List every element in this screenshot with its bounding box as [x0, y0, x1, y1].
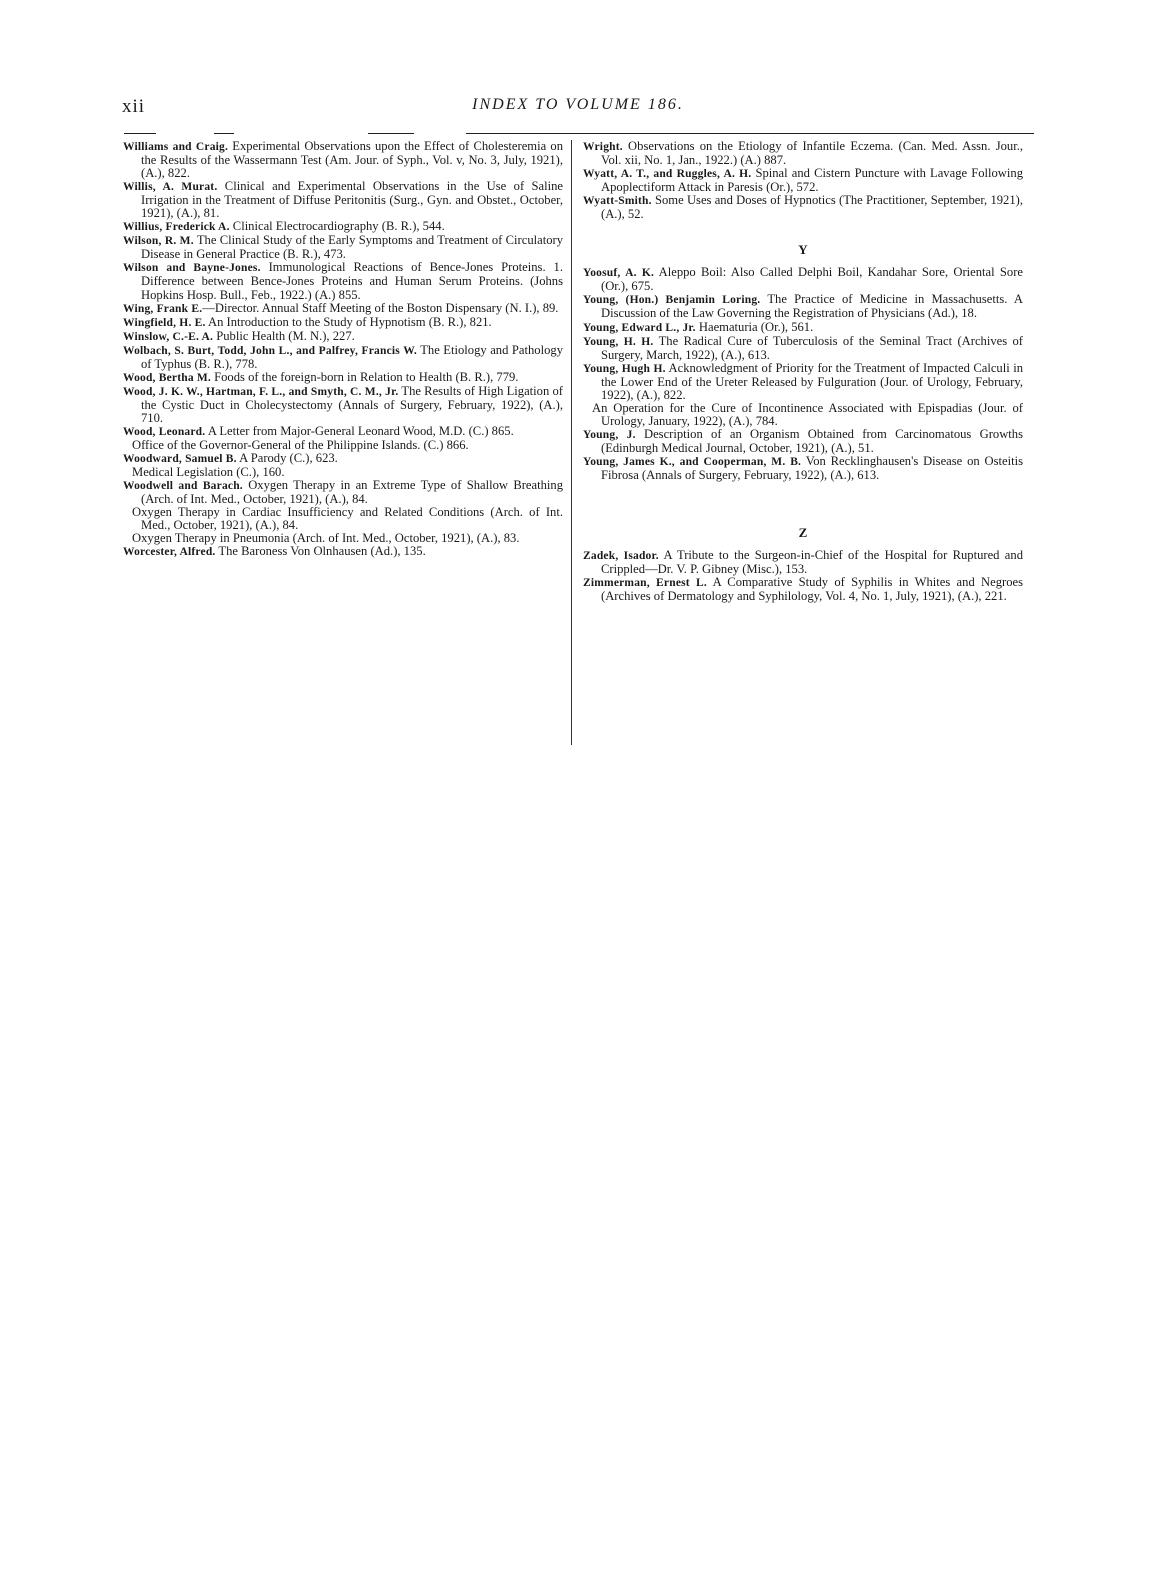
index-entry: [123, 316, 563, 330]
z-entries: [583, 549, 1023, 603]
entry-text: An Introduction to the Study of Hypnotism (B. R.), 821.: [205, 314, 492, 329]
entry-author: Woodwell and Barach.: [123, 480, 243, 493]
entry-text: Some Uses and Doses of Hypnotics (The Practitioner, September, 1921), (A.), 52.: [601, 193, 1023, 222]
w-entries: [583, 140, 1023, 221]
index-entry: [123, 234, 563, 261]
entry-text: Public Health (M. N.), 227.: [213, 328, 355, 343]
entry-text: Oxygen Therapy in an Extreme Type of Shallow Breathing (Arch. of Int. Med., October, 1921), (A.), 84.: [141, 478, 563, 507]
entry-author: Wilson and Bayne-Jones.: [123, 262, 261, 275]
entry-author: Worcester, Alfred.: [123, 546, 216, 559]
section-letter-y: Y: [798, 242, 808, 258]
entry-author: Wingfield, H. E.: [123, 316, 206, 329]
entry-text: Aleppo Boil: Also Called Delphi Boil, Kandahar Sore, Oriental Sore (Or.), 675.: [601, 265, 1023, 294]
entry-author: Wilson, R. M.: [123, 235, 194, 248]
page-header: [122, 96, 1034, 120]
entry-author: Willius, Frederick A.: [123, 221, 230, 234]
section-letter-z: Z: [798, 525, 808, 541]
entry-author: Wing, Frank E.: [123, 302, 203, 315]
index-entry: [583, 362, 1023, 402]
entry-text: Medical Legislation (C.), 160.: [132, 465, 285, 480]
entry-author: Wood, J. K. W., Hartman, F. L., and Smyth, C. M., Jr.: [123, 385, 399, 398]
entry-author: Winslow, C.-E. A.: [123, 330, 214, 343]
entry-author: Young, James K., and Cooperman, M. B.: [583, 455, 802, 468]
entry-author: Zimmerman, Ernest L.: [583, 577, 708, 590]
index-entry: [123, 371, 563, 385]
column-divider: [571, 140, 572, 745]
right-column: [583, 140, 1023, 603]
entry-author: Yoosuf, A. K.: [583, 267, 655, 280]
index-entry: [583, 293, 1023, 320]
entry-author: Wood, Bertha M.: [123, 371, 211, 384]
index-entry: [123, 506, 563, 532]
y-entries: [583, 266, 1023, 482]
index-entry: [583, 576, 1023, 603]
running-title: INDEX TO VOLUME 186.: [472, 96, 684, 113]
entry-author: Willis, A. Murat.: [123, 181, 218, 194]
entry-text: Description of an Organism Obtained from Carcinomatous Growths (Edinburgh Medical Journal, October, 1921), (A.), 51.: [601, 426, 1024, 455]
index-entry: [583, 167, 1023, 194]
entry-author: Wolbach, S. Burt, Todd, John L., and Palfrey, Francis W.: [123, 344, 417, 357]
index-entry: [123, 180, 563, 220]
index-entry: [583, 428, 1023, 455]
entry-text: The Results of High Ligation of the Cystic Duct in Cholecystectomy (Annals of Surgery, February, 1922), (A.), 710.: [141, 383, 563, 425]
entry-text: Observations on the Etiology of Infantile Eczema. (Can. Med. Assn. Jour., Vol. xii, No. 1, Jan., 1922.) (A.) 887.: [601, 139, 1023, 168]
entry-text: A Comparative Study of Syphilis in Whites and Negroes (Archives of Dermatology and Syphilology, Vol. 4, No. 1, July, 1921), (A.), 221.: [601, 575, 1023, 604]
entry-text: An Operation for the Cure of Incontinence Associated with Epispadias (Jour. of Urology, January, 1922), (A.), 784.: [592, 400, 1023, 428]
entry-author: Young, Hugh H.: [583, 362, 666, 375]
entry-text: The Radical Cure of Tuberculosis of the Seminal Tract (Archives of Surgery, March, 1922), (A.), 613.: [601, 333, 1023, 362]
entry-author: Wood, Leonard.: [123, 425, 206, 438]
page-number: xii: [122, 96, 146, 117]
entry-text: —Director. Annual Staff Meeting of the Boston Dispensary (N. I.), 89.: [202, 300, 559, 315]
entry-text: Acknowledgment of Priority for the Treatment of Impacted Calculi in the Lower End of the Ureter Released by Fulguration (Jour. of Urology, February, 1922), (A.), 822.: [601, 360, 1023, 402]
index-entry: [123, 261, 563, 301]
entry-text: Immunological Reactions of Bence-Jones Proteins. 1. Difference between Bence-Jones Proteins and Human Serum Proteins. (Johns Hopkins Hosp. Bull., Feb., 1922.) (A.) 855.: [141, 260, 563, 302]
entry-text: A Letter from Major-General Leonard Wood, M.D. (C.) 865.: [205, 423, 514, 438]
entry-author: Wyatt-Smith.: [583, 195, 652, 208]
entry-text: Clinical and Experimental Observations in the Use of Saline Irrigation in the Treatment of Diffuse Peritonitis (Surg., Gyn. and Obstet., October, 1921), (A.), 81.: [141, 179, 564, 221]
entry-text: A Parody (C.), 623.: [236, 451, 338, 466]
entry-author: Woodward, Samuel B.: [123, 453, 237, 466]
index-entry: [583, 321, 1023, 335]
entry-text: The Clinical Study of the Early Symptoms and Treatment of Circulatory Disease in General Practice (B. R.), 473.: [141, 233, 563, 262]
entry-text: A Tribute to the Surgeon-in-Chief of the Hospital for Ruptured and Crippled—Dr. V. P. Gibney (Misc.), 153.: [601, 548, 1023, 577]
index-entry: [123, 302, 563, 316]
index-entry: [583, 335, 1023, 362]
entry-text: Oxygen Therapy in Pneumonia (Arch. of Int. Med., October, 1921), (A.), 83.: [132, 531, 520, 546]
entry-text: Experimental Observations upon the Effect of Cholesteremia on the Results of the Wassermann Test (Am. Jour. of Syph., Vol. v, No. 3, July, 1921), (A.), 822.: [141, 139, 563, 181]
index-entry: [583, 455, 1023, 482]
entry-author: Young, H. H.: [583, 335, 654, 348]
entry-author: Zadek, Isador.: [583, 550, 659, 563]
entry-text: Foods of the foreign-born in Relation to Health (B. R.), 779.: [210, 369, 519, 384]
entry-author: Young, Edward L., Jr.: [583, 321, 696, 334]
entry-author: Williams and Craig.: [123, 141, 229, 153]
entry-text: Clinical Electrocardiography (B. R.), 544.: [229, 219, 445, 234]
index-entry: [123, 479, 563, 506]
entry-text: Von Recklinghausen's Disease on Osteitis Fibrosa (Annals of Surgery, February, 1922), (A.), 613.: [601, 453, 1023, 483]
index-entry: [123, 452, 563, 466]
entry-author: Wyatt, A. T., and Ruggles, A. H.: [583, 168, 752, 181]
index-entry: [123, 330, 563, 344]
entry-text: The Etiology and Pathology of Typhus (B. R.), 778.: [141, 342, 563, 371]
index-entry: [123, 344, 563, 371]
header-rule: [124, 133, 156, 134]
index-entry: [123, 545, 563, 559]
entry-text: Spinal and Cistern Puncture with Lavage Following Apoplectiform Attack in Paresis (Or.), 572.: [601, 166, 1023, 195]
entry-author: Young, J.: [583, 428, 636, 441]
header-rule: [214, 133, 234, 134]
left-column: [123, 140, 563, 559]
index-entry: [123, 140, 563, 180]
entry-text: Oxygen Therapy in Cardiac Insufficiency and Related Conditions (Arch. of Int. Med., October, 1921), (A.), 84.: [132, 505, 563, 533]
index-entry: [123, 425, 563, 439]
index-entry: [583, 549, 1023, 576]
entry-author: Wright.: [583, 141, 623, 153]
entry-text: Office of the Governor-General of the Philippine Islands. (C.) 866.: [132, 438, 469, 453]
entry-text: The Baroness Von Olnhausen (Ad.), 135.: [215, 544, 426, 559]
index-entry: [123, 439, 563, 452]
index-entry: [583, 140, 1023, 167]
header-rule: [368, 133, 414, 134]
index-entry: [583, 194, 1023, 221]
entry-author: Young, (Hon.) Benjamin Loring.: [583, 294, 761, 307]
index-entry: [123, 220, 563, 234]
entry-text: Haematuria (Or.), 561.: [695, 319, 814, 334]
index-entry: [583, 402, 1023, 428]
header-rule: [466, 133, 1034, 134]
index-entry: [123, 385, 563, 425]
entry-text: The Practice of Medicine in Massachusetts. A Discussion of the Law Governing the Registration of Physicians (Ad.), 18.: [601, 292, 1024, 321]
index-entry: [583, 266, 1023, 293]
